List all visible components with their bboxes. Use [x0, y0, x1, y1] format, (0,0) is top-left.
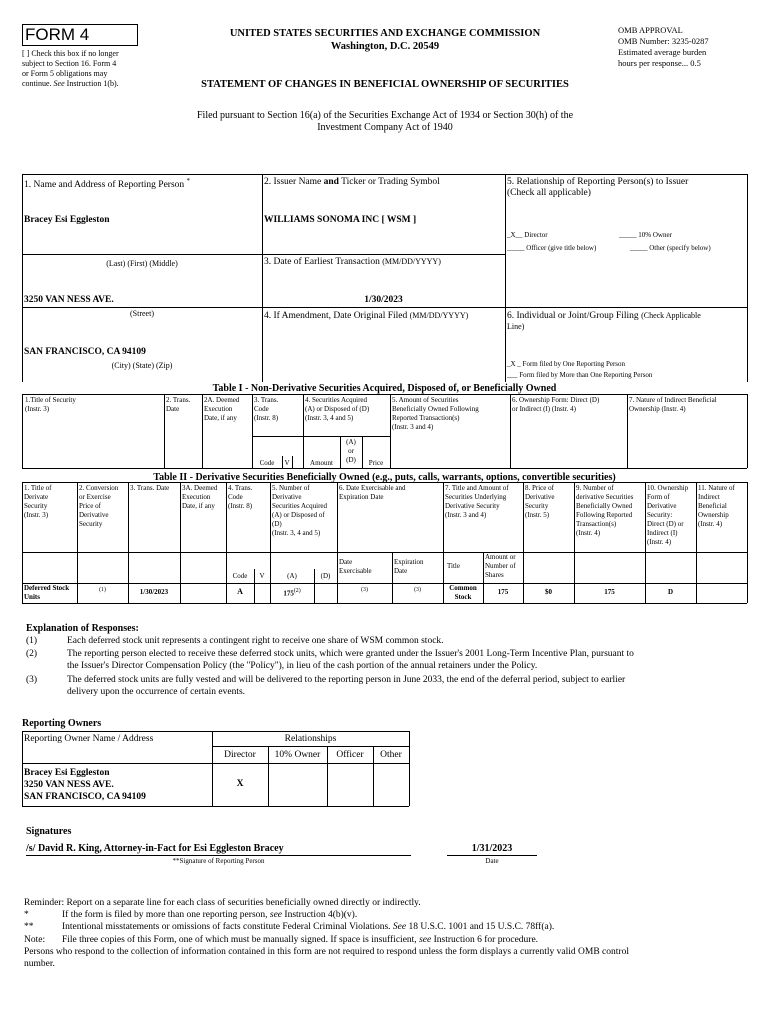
table1-title: Table I - Non-Derivative Securities Acquired, Disposed of, or Beneficially Owned: [212, 383, 557, 394]
checkbox-note-line: continue. See Instruction 1(b).: [22, 79, 119, 88]
owners-col-other: Other: [380, 750, 402, 760]
t2-row-date-exercisable: (3): [361, 587, 368, 593]
t2-row-expiration: (3): [414, 587, 421, 593]
t2-row-price: $0: [545, 588, 552, 596]
t1-col2a-header: 2A. Deemed Execution Date, if any: [204, 396, 240, 422]
t2-col8-header: 8. Price of Derivative Security (Instr. 5): [525, 484, 555, 519]
box5-label-line: (Check all applicable): [507, 188, 591, 198]
table2-title: Table II - Derivative Securities Beneficially Owned (e.g., puts, calls, warrants, options, convertible securities): [153, 472, 616, 483]
omb-approval: [618, 25, 758, 69]
box5-label-line: 5. Relationship of Reporting Person(s) to Issuer: [507, 177, 689, 187]
omb-line: OMB Number: 3235-0287: [618, 36, 709, 46]
t2-row-form: D: [667, 588, 674, 596]
owners-col-relationships: Relationships: [284, 734, 337, 744]
t2-col7-header: 7. Title and Amount of Securities Underlying Derivative Security (Instr. 3 and 4): [445, 484, 509, 519]
director-checkbox[interactable]: _X__ Director: [507, 231, 548, 239]
box3-label: 3. Date of Earliest Transaction (MM/DD/YYYY): [264, 257, 441, 267]
t1-col3-header: 3. Trans. Code (Instr. 8): [254, 396, 279, 422]
t1-col1-header: 1.Title of Security (Instr. 3): [25, 396, 76, 413]
issuer-name: WILLIAMS SONOMA INC [ WSM ]: [264, 215, 417, 225]
owner-address: Bracey Esi Eggleston 3250 VAN NESS AVE. SAN FRANCISCO, CA 94109: [24, 768, 146, 802]
t1-sub-amount: Amount: [310, 459, 333, 467]
signatures-title: Signatures: [26, 826, 72, 837]
box1-label: 1. Name and Address of Reporting Person *: [24, 177, 191, 191]
t2-col1-header: 1. Title of Derivate Security (Instr. 3): [24, 484, 52, 519]
owners-col-ten-pct: 10% Owner: [274, 750, 321, 760]
t2-row-underlying-amount: 175: [497, 588, 509, 596]
t1-col5-header: 5. Amount of Securities Beneficially Owned Following Reported Transaction(s) (Instr. 3 and 4): [392, 396, 479, 431]
t2-col11-header: 11. Nature of Indirect Beneficial Ownership (Instr. 4): [698, 484, 735, 528]
explanation-item: (3) The deferred stock units are fully vested and will be delivered to the reporting person in June 2033, the end of the deferral period, subject to earlier delivery upon the occurrence of certain events.: [26, 675, 626, 697]
street-label: (Street): [130, 309, 154, 318]
t1-sub-price: Price: [368, 459, 384, 467]
t2-col3-header: 3. Trans. Date: [130, 484, 170, 492]
more-persons-checkbox[interactable]: ___ Form filed by More than One Reporting Person: [507, 371, 653, 379]
t2-sub-a: (A): [287, 572, 297, 580]
checkbox-note-line: or Form 5 obligations may: [22, 69, 108, 78]
street-address: 3250 VAN NESS AVE.: [24, 295, 114, 305]
t2-row-underlying-title: Common Stock: [449, 584, 477, 601]
signature-date: 1/31/2023: [471, 843, 513, 854]
star-line: * If the form is filed by more than one reporting person, see Instruction 4(b)(v).: [24, 910, 358, 921]
checkbox-note-line[interactable]: [ ] Check this box if no longer: [22, 49, 119, 58]
t2-col3a-header: 3A. Deemed Execution Date, if any: [182, 484, 218, 510]
t1-col4-header: 4. Securities Acquired (A) or Disposed of (D) (Instr. 3, 4 and 5): [305, 396, 370, 422]
t1-sub-v: V: [284, 459, 290, 467]
t2-col5-header: 5. Number of Derivative Securities Acquired (A) or Disposed of (D) (Instr. 3, 4 and 5): [272, 484, 328, 537]
checkbox-note: [22, 49, 162, 89]
t2-sub-amount: Amount or Number of Shares: [485, 553, 516, 579]
signature-label: **Signature of Reporting Person: [172, 857, 265, 865]
other-checkbox[interactable]: _____ Other (specify below): [630, 244, 711, 252]
date-label: Date: [485, 857, 499, 865]
box2-label: 2. Issuer Name and Ticker or Trading Symbol: [264, 177, 440, 187]
ten-pct-owner-checkbox[interactable]: _____ 10% Owner: [619, 231, 672, 239]
t1-col7-header: 7. Nature of Indirect Beneficial Ownership (Instr. 4): [629, 396, 717, 413]
t1-sub-aord: (A) or (D): [346, 438, 356, 464]
earliest-transaction-date: 1/30/2023: [364, 295, 403, 305]
t2-col6-header: 6. Date Exercisable and Expiration Date: [339, 484, 406, 501]
signer-name: /s/ David R. King, Attorney-in-Fact for Esi Eggleston Bracey: [26, 843, 284, 854]
omb-line: Estimated average burden: [618, 47, 707, 57]
t2-row-owned: 175: [604, 588, 615, 596]
t1-col6-header: 6. Ownership Form: Direct (D) or Indirect (I) (Instr. 4): [512, 396, 600, 413]
box4-label: 4. If Amendment, Date Original Filed (MM/DD/YYYY): [264, 311, 469, 321]
footer-notes: [24, 897, 754, 970]
t2-sub-code: Code: [232, 572, 248, 580]
filed-line: Investment Company Act of 1940: [317, 122, 453, 133]
t2-row-code: A: [237, 587, 243, 596]
owners-col-name: Reporting Owner Name / Address: [24, 734, 154, 744]
reporting-person-name: Bracey Esi Eggleston: [24, 215, 110, 225]
t2-col10-header: 10. Ownership Form of Derivative Security: Direct (D) or Indirect (I) (Instr. 4): [647, 484, 689, 546]
t2-col9-header: 9. Number of derivative Securities Beneficially Owned Following Reported Transaction(s) (Instr. 4): [576, 484, 634, 537]
officer-checkbox[interactable]: _____ Officer (give title below): [507, 244, 597, 252]
owners-col-officer: Officer: [336, 750, 364, 760]
explanation-item: (2) The reporting person elected to receive these deferred stock units, which were granted under the Issuer's 2001 Long-Term Incentive Plan, pursuant to the Issuer's Director Compensation Policy (the "Policy"), in lieu of the cash portion of the annual retainers under the Policy.: [26, 649, 634, 671]
t2-col4-header: 4. Trans. Code (Instr. 8): [228, 484, 253, 510]
box6-label-cont: Line): [507, 322, 525, 331]
t1-sub-code: Code: [259, 459, 275, 467]
t2-sub-exp: Expiration Date: [394, 558, 424, 575]
omb-line: OMB APPROVAL: [618, 25, 683, 35]
t2-sub-title: Title: [447, 562, 460, 570]
persons-line: Persons who respond to the collection of information contained in this form are not required to respond unless the form displays a currently valid OMB control: [24, 946, 629, 957]
t2-row-title: Deferred Stock Units: [24, 584, 70, 601]
box6-label: 6. Individual or Joint/Group Filing (Check Applicable: [507, 311, 701, 321]
agency-name: UNITED STATES SECURITIES AND EXCHANGE COMMISSION: [229, 28, 541, 39]
t2-sub-d: (D): [320, 572, 331, 580]
omb-line: hours per response... 0.5: [618, 58, 701, 68]
t2-col2-header: 2. Conversion or Exercise Price of Derivative Security: [79, 484, 119, 528]
form-title: FORM 4: [25, 25, 90, 44]
t1-col2-header: 2. Trans. Date: [166, 396, 191, 413]
checkbox-note-line: subject to Section 16. Form 4: [22, 59, 117, 68]
explanation-item: (1) Each deferred stock unit represents a contingent right to receive one share of WSM common stock.: [26, 636, 444, 646]
filed-line: Filed pursuant to Section 16(a) of the Securities Exchange Act of 1934 or Section 30(h) of the: [196, 110, 574, 121]
form-title-box: [22, 24, 138, 46]
box5-label: [507, 177, 745, 199]
statement-title: STATEMENT OF CHANGES IN BENEFICIAL OWNERSHIP OF SECURITIES: [201, 79, 569, 90]
city-label: (City) (State) (Zip): [111, 361, 173, 370]
reminder-line: Reminder: Report on a separate line for each class of securities beneficially owned directly or indirectly.: [24, 898, 421, 908]
owner-director-mark: X: [236, 779, 244, 789]
city-state-zip: SAN FRANCISCO, CA 94109: [24, 347, 146, 357]
t2-row-date: 1/30/2023: [139, 588, 169, 596]
t2-row-acquired: 175$^{(2)}$: [283, 588, 301, 598]
owners-col-director: Director: [224, 750, 256, 760]
owners-title: Reporting Owners: [22, 718, 102, 729]
agency-location: Washington, D.C. 20549: [330, 41, 440, 52]
filed-pursuant: [100, 110, 670, 134]
t2-sub-v: V: [259, 572, 265, 580]
name-parts-label: (Last) (First) (Middle): [106, 259, 178, 268]
t2-sub-date-ex: Date Exercisable: [339, 558, 372, 575]
dstar-line: ** Intentional misstatements or omissions of facts constitute Federal Criminal Violations. See 18 U.S.C. 1001 and 15 U.S.C. 78ff(a).: [24, 922, 555, 933]
note-line: Note: File three copies of this Form, one of which must be manually signed. If space is insufficient, see Instruction 6 for procedure.: [24, 934, 539, 945]
explanation-title: Explanation of Responses:: [26, 623, 139, 634]
persons-line: number.: [24, 959, 55, 970]
one-person-checkbox[interactable]: _X _ Form filed by One Reporting Person: [507, 360, 626, 368]
t2-row-conv: (1): [99, 587, 106, 593]
